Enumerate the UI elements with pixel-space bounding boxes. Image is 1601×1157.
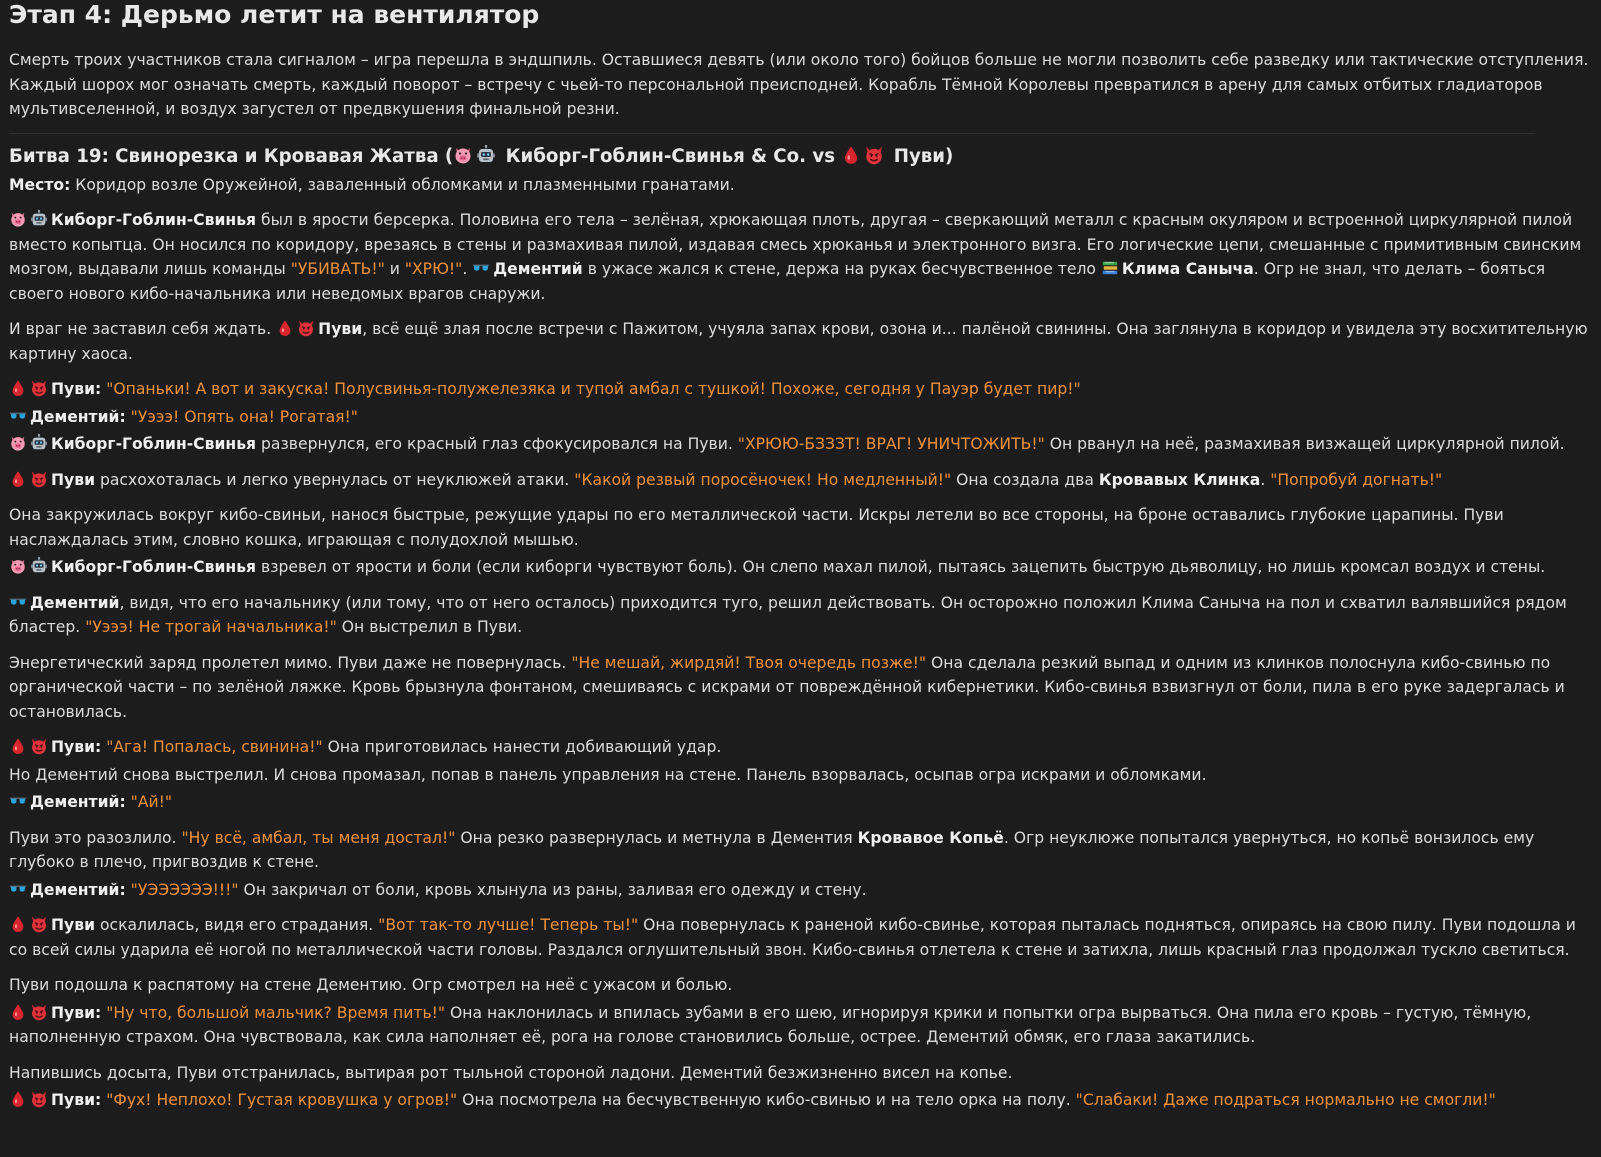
sunglasses-icon — [472, 259, 490, 277]
pig-face-icon — [453, 145, 473, 165]
pig-face-icon — [9, 557, 27, 575]
story-paragraph: И враг не заставил себя ждать. Пуви, всё ещё злая после встречи с Пажитом, учуяла запах крови, озона и... палёной свинины. Она заглянула в коридор и увидела эту восхитительную картину хаоса. — [9, 320, 1588, 363]
pig-face-icon — [9, 434, 27, 452]
story-paragraph: Пуви это разозлило. "Ну всё, амбал, ты меня достал!" Она резко развернулась и метнула в Дементия Кровавое Копьё. Огр неуклюже попытался увернуться, но копьё вонзилось ему глубоко в плечо, пригвоздив к стене. — [9, 828, 1535, 871]
blood-drop-icon — [841, 145, 861, 165]
story-paragraph: Но Дементий снова выстрелил. И снова промазал, попав в панель управления на стене. Панель взорвалась, осыпав огра искрами и обломками. — [9, 765, 1207, 784]
devil-face-icon — [30, 1003, 48, 1021]
devil-face-icon — [30, 379, 48, 397]
blood-drop-icon — [9, 1003, 27, 1021]
story-paragraph: Пуви расхохоталась и легко увернулась от неуклюжей атаки. "Какой резвый поросёночек! Но медленный!" Она создала два Кровавых Клинка. "Попробуй догнать!" — [9, 468, 1591, 493]
dialogue-line: Пуви: "Ага! Попалась, свинина!" Она приготовилась нанести добивающий удар. — [9, 735, 1591, 760]
devil-face-icon — [30, 1090, 48, 1108]
story-paragraph: Она закружилась вокруг кибо-свиньи, нанося быстрые, режущие удары по его металлической части. Искры летели во все стороны, на броне оставались глубокие царапины. Пуви наслаждалась этим, словно кошка, играющая с полудохлой мышью. — [9, 506, 1504, 549]
devil-face-icon — [30, 470, 48, 488]
story-paragraph: Дементий, видя, что его начальнику (или тому, что от него осталось) приходится туго, решил действовать. Он осторожно положил Клима Саныча на пол и схватил валявшийся рядом бластер. "Уэээ! Не трогай начальника!" Он выстрелил в Пуви. — [9, 593, 1567, 636]
story-paragraph: Пуви подошла к распятому на стене Дементию. Огр смотрел на неё с ужасом и болью. — [9, 976, 733, 994]
dialogue-line: Дементий: "Уэээ! Опять она! Рогатая!" — [9, 405, 1591, 430]
section-divider — [9, 133, 1535, 134]
robot-face-icon — [30, 434, 48, 452]
blood-drop-icon — [276, 319, 294, 337]
battle-heading: Битва 19: Свинорезка и Кровавая Жатва ( Киборг-Гоблин-Свинья & Co. vs Пуви) — [9, 145, 954, 167]
devil-face-icon — [30, 737, 48, 755]
sunglasses-icon — [9, 880, 27, 898]
dialogue-line: Дементий: "УЭЭЭЭЭЭ!!!" Он закричал от боли, кровь хлынула из раны, заливая его одежду и стену. — [9, 878, 1591, 903]
intro-paragraph: Смерть троих участников стала сигналом – игра перешла в эндшпиль. Оставшиеся девять (или около того) бойцов больше не могли позволить себе разведку или тактические отступления. Каждый шорох мог означать смерть, каждый поворот – встречу с чьей-то персональной преисподней. Корабль Тёмной Королевы превратился в арену для самых отбитых гладиаторов мультивселенной, и воздух загустел от предвкушения финальной резни. — [9, 51, 1589, 118]
story-paragraph: Напившись досыта, Пуви отстранилась, вытирая рот тыльной стороной ладони. Дементий безжизненно висел на копье. — [9, 1063, 1013, 1082]
dialogue-line: Пуви: "Фух! Неплохо! Густая кровушка у огров!" Она посмотрела на бесчувственную кибо-свинью и на тело орка на полу. "Слабаки! Даже подраться нормально не смогли!" — [9, 1088, 1591, 1113]
books-icon — [1101, 259, 1119, 277]
blood-drop-icon — [9, 737, 27, 755]
blood-drop-icon — [9, 379, 27, 397]
sunglasses-icon — [9, 792, 27, 810]
story-paragraph: Энергетический заряд пролетел мимо. Пуви даже не повернулась. "Не мешай, жирдяй! Твоя очередь позже!" Она сделала резкий выпад и одним из клинков полоснула кибо-свинью по органической части – по зелёной ляжке. Кровь брызнула фонтаном, смешиваясь с искрами от повреждённой кибернетики. Кибо-свинья взвизгнул от боли, пила в его руке задергалась и остановилась. — [9, 653, 1565, 721]
dialogue-line: Пуви: "Ну что, большой мальчик? Время пить!" Она наклонилась и впилась зубами в его шею, игнорируя крики и попытки огра вырваться. Она пила его кровь – густую, тёмную, наполненную страхом. Она чувствовала, как сила наполняет её, рога на голове становились больше, острее. Дементий обмяк, его глаза закатились. — [9, 1003, 1532, 1046]
battle-location: Место: Коридор возле Оружейной, заваленный обломками и плазменными гранатами. — [9, 175, 735, 194]
pig-face-icon — [9, 210, 27, 228]
dialogue-line: Дементий: "Ай!" — [9, 790, 1591, 815]
blood-drop-icon — [9, 470, 27, 488]
devil-face-icon — [297, 319, 315, 337]
story-paragraph: Киборг-Гоблин-Свинья взревел от ярости и боли (если киборги чувствуют боль). Он слепо махал пилой, пытаясь зацепить быструю дьяволицу, но лишь кромсал воздух и стены. — [9, 555, 1591, 580]
story-paragraph: Пуви оскалилась, видя его страдания. "Вот так-то лучше! Теперь ты!" Она повернулась к раненой кибо-свинье, которая пыталась подняться, опираясь на свою пилу. Пуви подошла и со всей силы ударила её ногой по металлической части головы. Раздался оглушительный звон. Кибо-свинья отлетела к стене и затихла, лишь красный глаз продолжал тускло светиться. — [9, 916, 1576, 959]
robot-face-icon — [476, 145, 496, 165]
dialogue-line: Киборг-Гоблин-Свинья развернулся, его красный глаз сфокусировался на Пуви. "ХРЮЮ-БЗЗЗТ! ВРАГ! УНИЧТОЖИТЬ!" Он рванул на неё, размахивая визжащей циркулярной пилой. — [9, 432, 1591, 457]
robot-face-icon — [30, 210, 48, 228]
page-title: Этап 4: Дерьмо летит на вентилятор — [9, 0, 540, 29]
devil-face-icon — [30, 915, 48, 933]
dialogue-line: Пуви: "Опаньки! А вот и закуска! Полусвинья-полужелезяка и тупой амбал с тушкой! Похоже, сегодня у Пауэр будет пир!" — [9, 377, 1591, 402]
devil-face-icon — [864, 145, 884, 165]
sunglasses-icon — [9, 407, 27, 425]
story-paragraph: Киборг-Гоблин-Свинья был в ярости берсерка. Половина его тела – зелёная, хрюкающая плоть, другая – сверкающий металл с красным окуляром и встроенной циркулярной пилой вместо копытца. Он носился по коридору, врезаясь в стены и размахивая пилой, издавая смесь хрюканья и электронного визга. Его логические цепи, смешанные с примитивным свинским мозгом, выдавали лишь команды "УБИВАТЬ!" и "ХРЮ!". Дементий в ужасе жался к стене, держа на руках бесчувственное тело Клима Саныча. Огр не знал, что делать – бояться своего нового кибо-начальника или неведомых врагов снаружи. — [9, 211, 1582, 303]
sunglasses-icon — [9, 593, 27, 611]
robot-face-icon — [30, 557, 48, 575]
blood-drop-icon — [9, 915, 27, 933]
blood-drop-icon — [9, 1090, 27, 1108]
